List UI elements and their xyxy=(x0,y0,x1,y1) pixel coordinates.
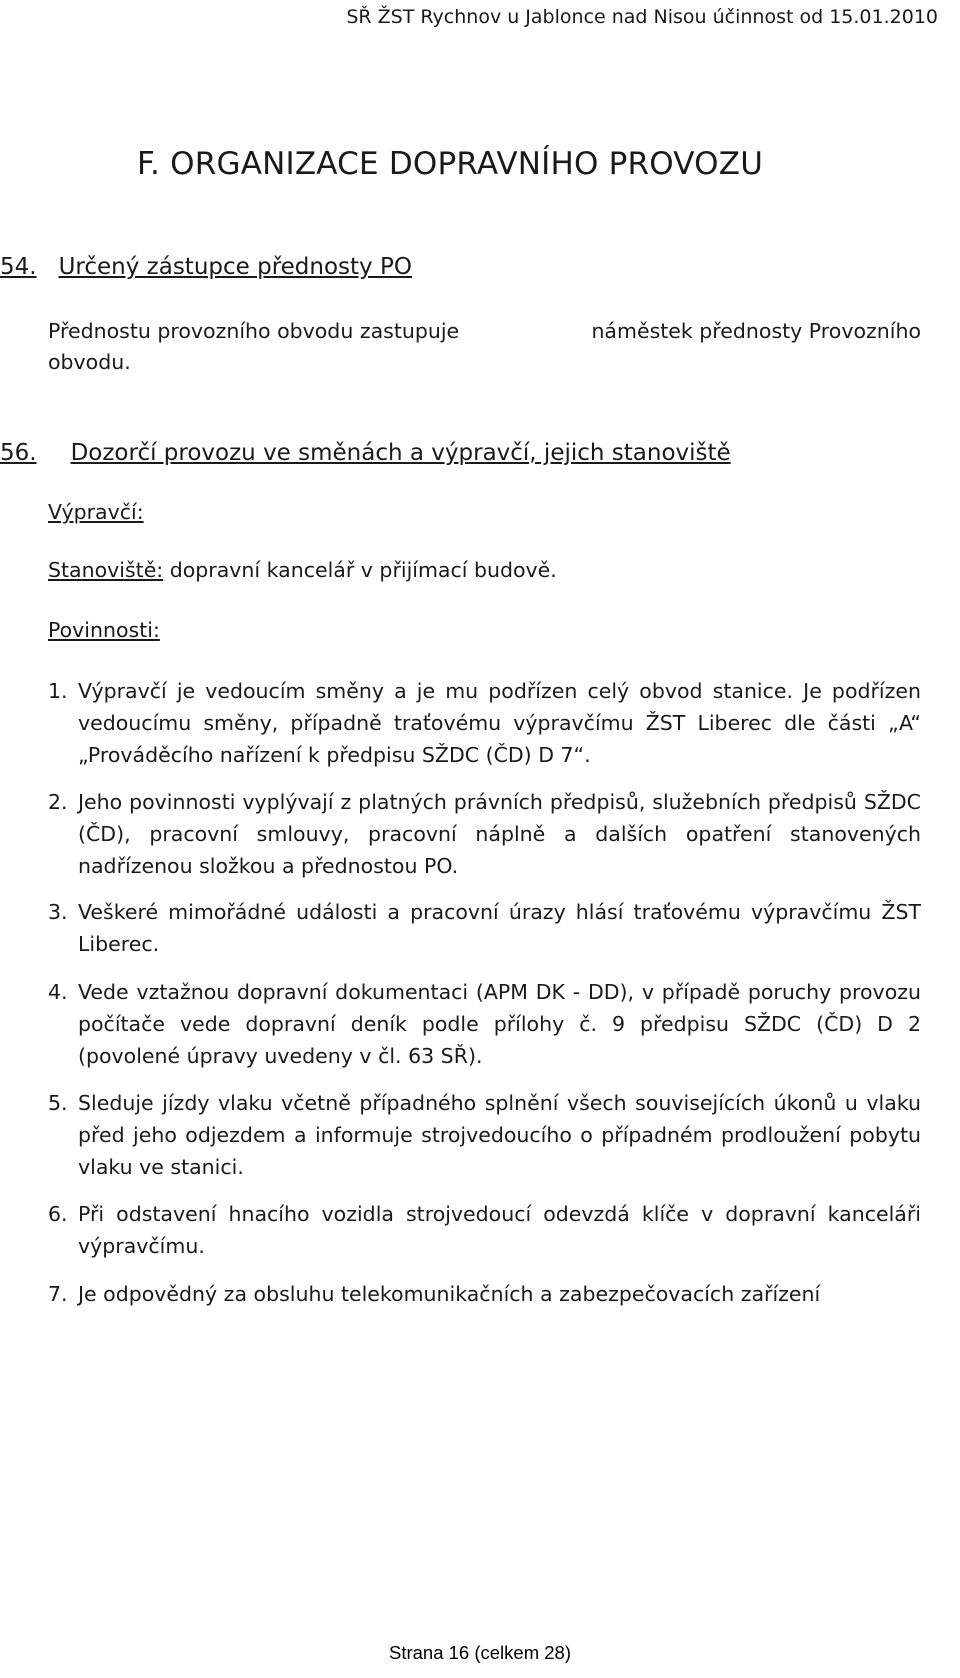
duty-item xyxy=(48,1198,921,1262)
duty-item-text: Vede vztažnou dopravní dokumentaci (APM DK - DD), v případě poruchy provozu počítače vede dopravní deník podle přílohy č. 9 předpisu SŽDC (ČD) D 2 (povolené úpravy uvedeny v čl. 63 SŘ). xyxy=(78,980,921,1068)
page-footer: Strana 16 (celkem 28) xyxy=(388,1642,571,1663)
duty-item xyxy=(48,1087,921,1183)
duty-item-text: Veškeré mimořádné události a pracovní úrazy hlásí traťovému výpravčímu ŽST Liberec. xyxy=(78,900,921,956)
section-54-text-line2: obvodu. xyxy=(48,350,131,374)
duty-item xyxy=(48,786,921,882)
stanoviste-value: dopravní kancelář v přijímací budově. xyxy=(163,558,557,582)
section-54-text-left: Přednostu provozního obvodu zastupuje xyxy=(48,319,460,343)
duty-item-number: 3. xyxy=(48,900,68,924)
section-56-heading xyxy=(0,440,731,466)
section-54-paragraph xyxy=(48,316,921,378)
section-56-title: Dozorčí provozu ve směnách a výpravčí, jejich stanoviště xyxy=(70,440,731,466)
section-54-text-right: náměstek přednosty Provozního xyxy=(591,319,921,343)
duty-item-number: 7. xyxy=(48,1282,68,1306)
duty-item xyxy=(48,896,921,960)
section-56-number: 56. xyxy=(0,440,37,466)
duty-item-number: 5. xyxy=(48,1091,68,1115)
duty-item-text: Jeho povinnosti vyplývají z platných právních předpisů, služebních předpisů SŽDC (ČD), pracovní smlouvy, pracovní náplně a dalších opatření stanovených nadřízenou složkou a přednostou PO. xyxy=(78,790,921,878)
page-title: F. ORGANIZACE DOPRAVNÍHO PROVOZU xyxy=(137,146,764,182)
document-header-info: SŘ ŽST Rychnov u Jablonce nad Nisou účinnost od 15.01.2010 xyxy=(346,6,938,28)
vypravci-label xyxy=(48,500,144,524)
section-54-title: Určený zástupce přednosty PO xyxy=(58,254,412,280)
povinnosti-label-text: Povinnosti: xyxy=(48,618,160,642)
duty-item-number: 4. xyxy=(48,980,68,1004)
stanoviste-line xyxy=(48,558,557,582)
duty-item-text: Výpravčí je vedoucím směny a je mu podřízen celý obvod stanice. Je podřízen vedoucímu směny, případně traťovému výpravčímu ŽST Liberec dle části „A“ „Prováděcího nařízení k předpisu SŽDC (ČD) D 7“. xyxy=(78,679,921,767)
duty-item-number: 6. xyxy=(48,1202,68,1226)
section-54-heading xyxy=(0,254,412,280)
duty-item-number: 2. xyxy=(48,790,68,814)
stanoviste-label: Stanoviště: xyxy=(48,558,164,582)
duty-item-text: Při odstavení hnacího vozidla strojvedoucí odevzdá klíče v dopravní kanceláři výpravčímu. xyxy=(78,1202,921,1258)
povinnosti-label xyxy=(48,618,160,642)
duty-item-text: Sleduje jízdy vlaku včetně případného splnění všech souvisejících úkonů u vlaku před jeho odjezdem a informuje strojvedoucího o případném prodloužení pobytu vlaku ve stanici. xyxy=(78,1091,921,1179)
duty-item-number: 1. xyxy=(48,679,68,703)
section-54-number: 54. xyxy=(0,254,37,280)
vypravci-label-text: Výpravčí: xyxy=(48,500,144,524)
duty-item xyxy=(48,1278,921,1310)
duty-item-text: Je odpovědný za obsluhu telekomunikačních a zabezpečovacích zařízení xyxy=(78,1282,821,1306)
duty-item xyxy=(48,976,921,1072)
duty-item xyxy=(48,675,921,771)
